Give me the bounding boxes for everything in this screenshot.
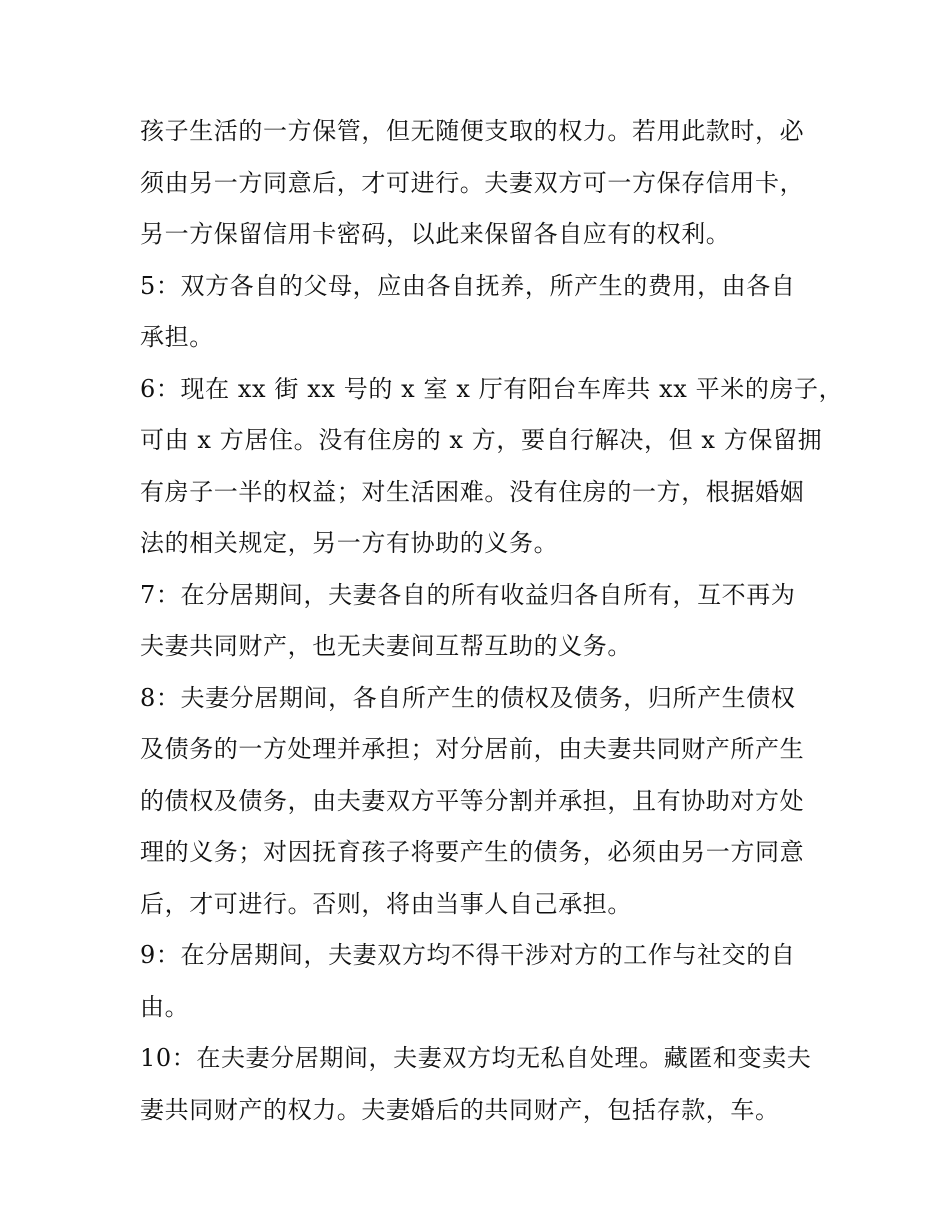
text-line: 后，才可进行。否则，将由当事人自己承担。 — [140, 889, 632, 918]
text-line: 另一方保留信用卡密码，以此来保留各自应有的权利。 — [140, 220, 731, 248]
text-line: 孩子生活的一方保管，但无随便支取的权力。若用此款时，必 — [140, 117, 805, 145]
text-line: 由。 — [140, 992, 190, 1021]
text-line: 理的义务；对因抚育孩子将要产生的债务，必须由另一方同意 — [140, 838, 805, 866]
text-line: 6：现在 xx 街 xx 号的 x 室 x 厅有阳台车库共 xx 平米的房子， — [140, 374, 844, 403]
text-line: 8：夫妻分居期间，各自所产生的债权及债务，归所产生债权 — [140, 683, 796, 712]
text-line: 7：在分居期间，夫妻各自的所有收益归各自所有，互不再为 — [140, 580, 796, 609]
text-line: 妻共同财产的权力。夫妻婚后的共同财产，包括存款，车。 — [140, 1095, 780, 1124]
text-line: 有房子一半的权益；对生活困难。没有住房的一方，根据婚姻 — [140, 477, 805, 506]
document-body — [140, 106, 844, 1136]
text-line: 5：双方各自的父母，应由各自抚养，所产生的费用，由各自 — [140, 271, 796, 300]
text-line: 须由另一方同意后，才可进行。夫妻双方可一方保存信用卡， — [140, 168, 805, 197]
text-line: 10：在夫妻分居期间，夫妻双方均无私自处理。藏匿和变卖夫 — [140, 1044, 812, 1072]
text-line: 可由 x 方居住。没有住房的 x 方，要自行解决，但 x 方保留拥 — [140, 426, 823, 454]
text-line: 夫妻共同财产，也无夫妻间互帮互助的义务。 — [140, 632, 632, 660]
text-line: 法的相关规定，另一方有协助的义务。 — [140, 529, 559, 557]
text-line: 承担。 — [140, 323, 214, 351]
text-line: 的债权及债务，由夫妻双方平等分割并承担，且有协助对方处 — [140, 786, 805, 815]
text-line: 及债务的一方处理并承担；对分居前，由夫妻共同财产所产生 — [140, 735, 805, 763]
text-line: 9：在分居期间，夫妻双方均不得干涉对方的工作与社交的自 — [140, 941, 796, 969]
